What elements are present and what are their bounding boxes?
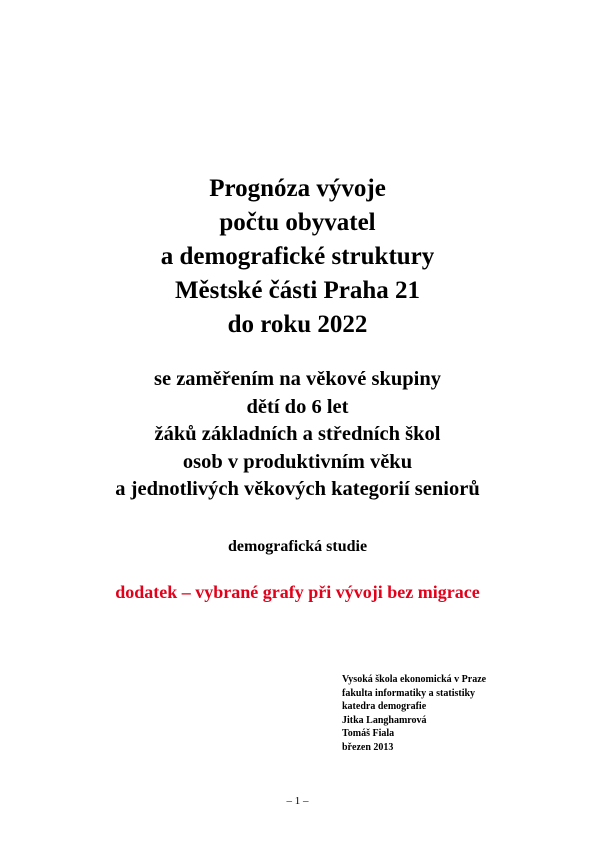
institution-line: Vysoká škola ekonomická v Praze bbox=[342, 674, 487, 685]
title-line: Prognóza vývoje bbox=[209, 175, 386, 202]
date-line: březen 2013 bbox=[342, 741, 394, 753]
author-name: Tomáš Fiala bbox=[342, 728, 395, 739]
title-line: a demografické struktury bbox=[160, 243, 435, 270]
subtitle-line: se zaměřením na věkové skupiny bbox=[154, 368, 441, 390]
subtitle-line: dětí do 6 let bbox=[246, 395, 349, 418]
authors-block bbox=[342, 673, 486, 754]
study-type-label: demografická studie bbox=[227, 538, 368, 555]
document-title bbox=[0, 172, 595, 342]
department-line: katedra demografie bbox=[342, 701, 427, 712]
subtitle-line: žáků základních a středních škol bbox=[154, 423, 441, 445]
page-number: – 1 – bbox=[286, 795, 309, 807]
subtitle-line: a jednotlivých věkových kategorií seniorů bbox=[115, 478, 480, 500]
author-name: Jitka Langhamrová bbox=[342, 714, 427, 726]
document-subtitle bbox=[0, 366, 595, 504]
subtitle-line: osob v produktivním věku bbox=[182, 450, 413, 473]
title-line: počtu obyvatel bbox=[219, 209, 376, 236]
title-line: Městské části Praha 21 bbox=[174, 277, 421, 304]
title-line: do roku 2022 bbox=[227, 311, 368, 338]
faculty-line: fakulta informatiky a statistiky bbox=[342, 687, 476, 699]
appendix-heading: dodatek – vybrané grafy při vývoji bez migrace bbox=[115, 582, 480, 602]
